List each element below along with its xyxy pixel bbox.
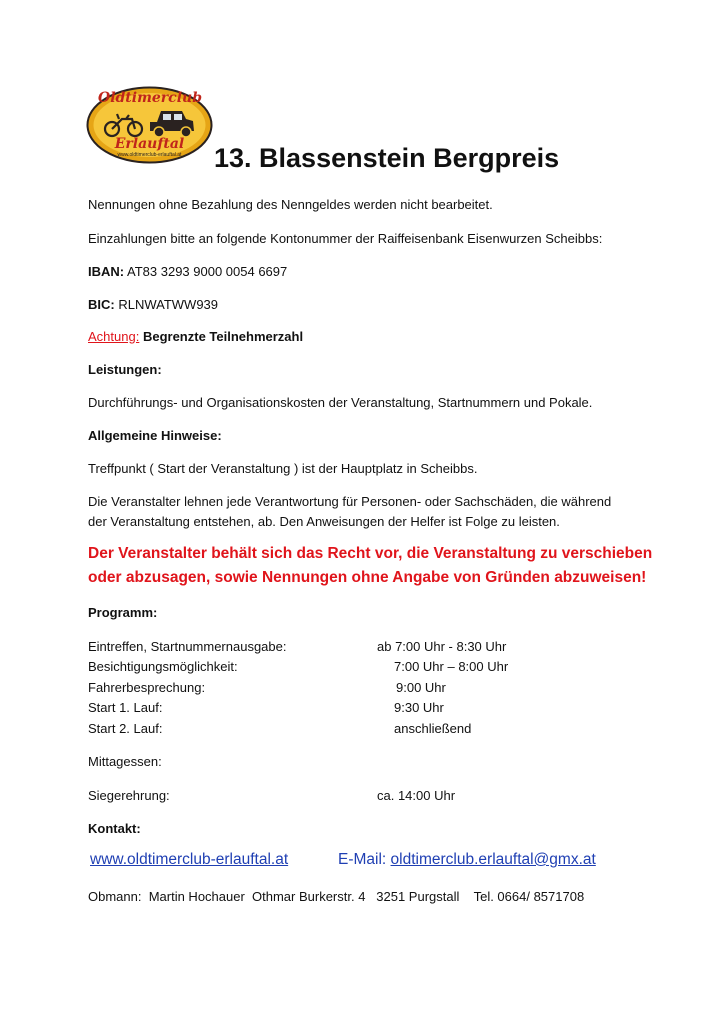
mittagessen-label: Mittagessen: xyxy=(88,754,162,769)
hinweise-haftung-1: Die Veranstalter lehnen jede Verantwortung für Personen- oder Sachschäden, die während xyxy=(88,494,612,509)
achtung-value: Begrenzte Teilnehmerzahl xyxy=(142,329,304,344)
bic-label: BIC: xyxy=(88,297,115,312)
program-row-value: 9:30 Uhr xyxy=(394,700,444,715)
bic-row xyxy=(88,296,218,313)
website-link[interactable]: www.oldtimerclub-erlauftal.at xyxy=(90,851,289,868)
hinweise-treffpunkt: Treffpunkt ( Start der Veranstaltung ) ist der Hauptplatz in Scheibbs. xyxy=(88,461,478,476)
iban-value: AT83 3293 9000 0054 6697 xyxy=(127,264,288,279)
siegerehrung-label: Siegerehrung: xyxy=(88,788,170,803)
logo-text-url: www.oldtimerclub-erlauftal.at xyxy=(117,152,182,158)
program-row-label: Start 2. Lauf: xyxy=(88,721,163,736)
siegerehrung-value: ca. 14:00 Uhr xyxy=(377,788,456,803)
leistungen-text: Durchführungs- und Organisationskosten der Veranstaltung, Startnummern und Pokale. xyxy=(88,395,593,410)
intro-line-2: Einzahlungen bitte an folgende Kontonummer der Raiffeisenbank Eisenwurzen Scheibbs: xyxy=(88,231,603,246)
email-row xyxy=(338,851,596,869)
iban-label: IBAN: xyxy=(88,264,125,279)
intro-line-1: Nennungen ohne Bezahlung des Nenngeldes werden nicht bearbeitet. xyxy=(88,197,493,212)
hinweise-haftung-2: der Veranstaltung entstehen, ab. Den Anweisungen der Helfer ist Folge zu leisten. xyxy=(88,514,560,529)
page-title: 13. Blassenstein Bergpreis xyxy=(214,143,560,173)
programm-heading: Programm: xyxy=(88,605,158,620)
iban-row xyxy=(88,263,287,280)
bic-value: RLNWATWW939 xyxy=(118,297,219,312)
achtung-row xyxy=(88,328,303,345)
kontakt-heading: Kontakt: xyxy=(88,821,141,836)
achtung-label: Achtung: xyxy=(88,329,140,344)
hinweise-heading: Allgemeine Hinweise: xyxy=(88,428,222,443)
program-row-value: 7:00 Uhr – 8:00 Uhr xyxy=(394,659,509,674)
logo-text-bottom: Erlauftal xyxy=(114,136,185,152)
program-row-value: ab 7:00 Uhr - 8:30 Uhr xyxy=(377,639,507,654)
program-row-label: Eintreffen, Startnummernausgabe: xyxy=(88,639,287,654)
email-label: E-Mail: xyxy=(338,851,387,868)
program-row-value: anschließend xyxy=(394,721,472,736)
logo-text-top: Oldtimerclub xyxy=(98,90,202,106)
email-link[interactable]: oldtimerclub.erlauftal@gmx.at xyxy=(390,851,596,868)
obmann-line: Obmann: Martin Hochauer Othmar Burkerstr. 4 3251 Purgstall Tel. 0664/ 8571708 xyxy=(88,889,585,904)
warning-line-2: oder abzusagen, sowie Nennungen ohne Angabe von Gründen abzuweisen! xyxy=(88,569,647,586)
program-row-label: Fahrerbesprechung: xyxy=(88,680,206,695)
warning-line-1: Der Veranstalter behält sich das Recht vor, die Veranstaltung zu verschieben xyxy=(88,545,653,562)
program-row-label: Start 1. Lauf: xyxy=(88,700,163,715)
program-row-label: Besichtigungsmöglichkeit: xyxy=(88,659,238,674)
leistungen-heading: Leistungen: xyxy=(88,362,162,377)
club-logo xyxy=(86,86,213,164)
program-row-value: 9:00 Uhr xyxy=(396,680,446,695)
